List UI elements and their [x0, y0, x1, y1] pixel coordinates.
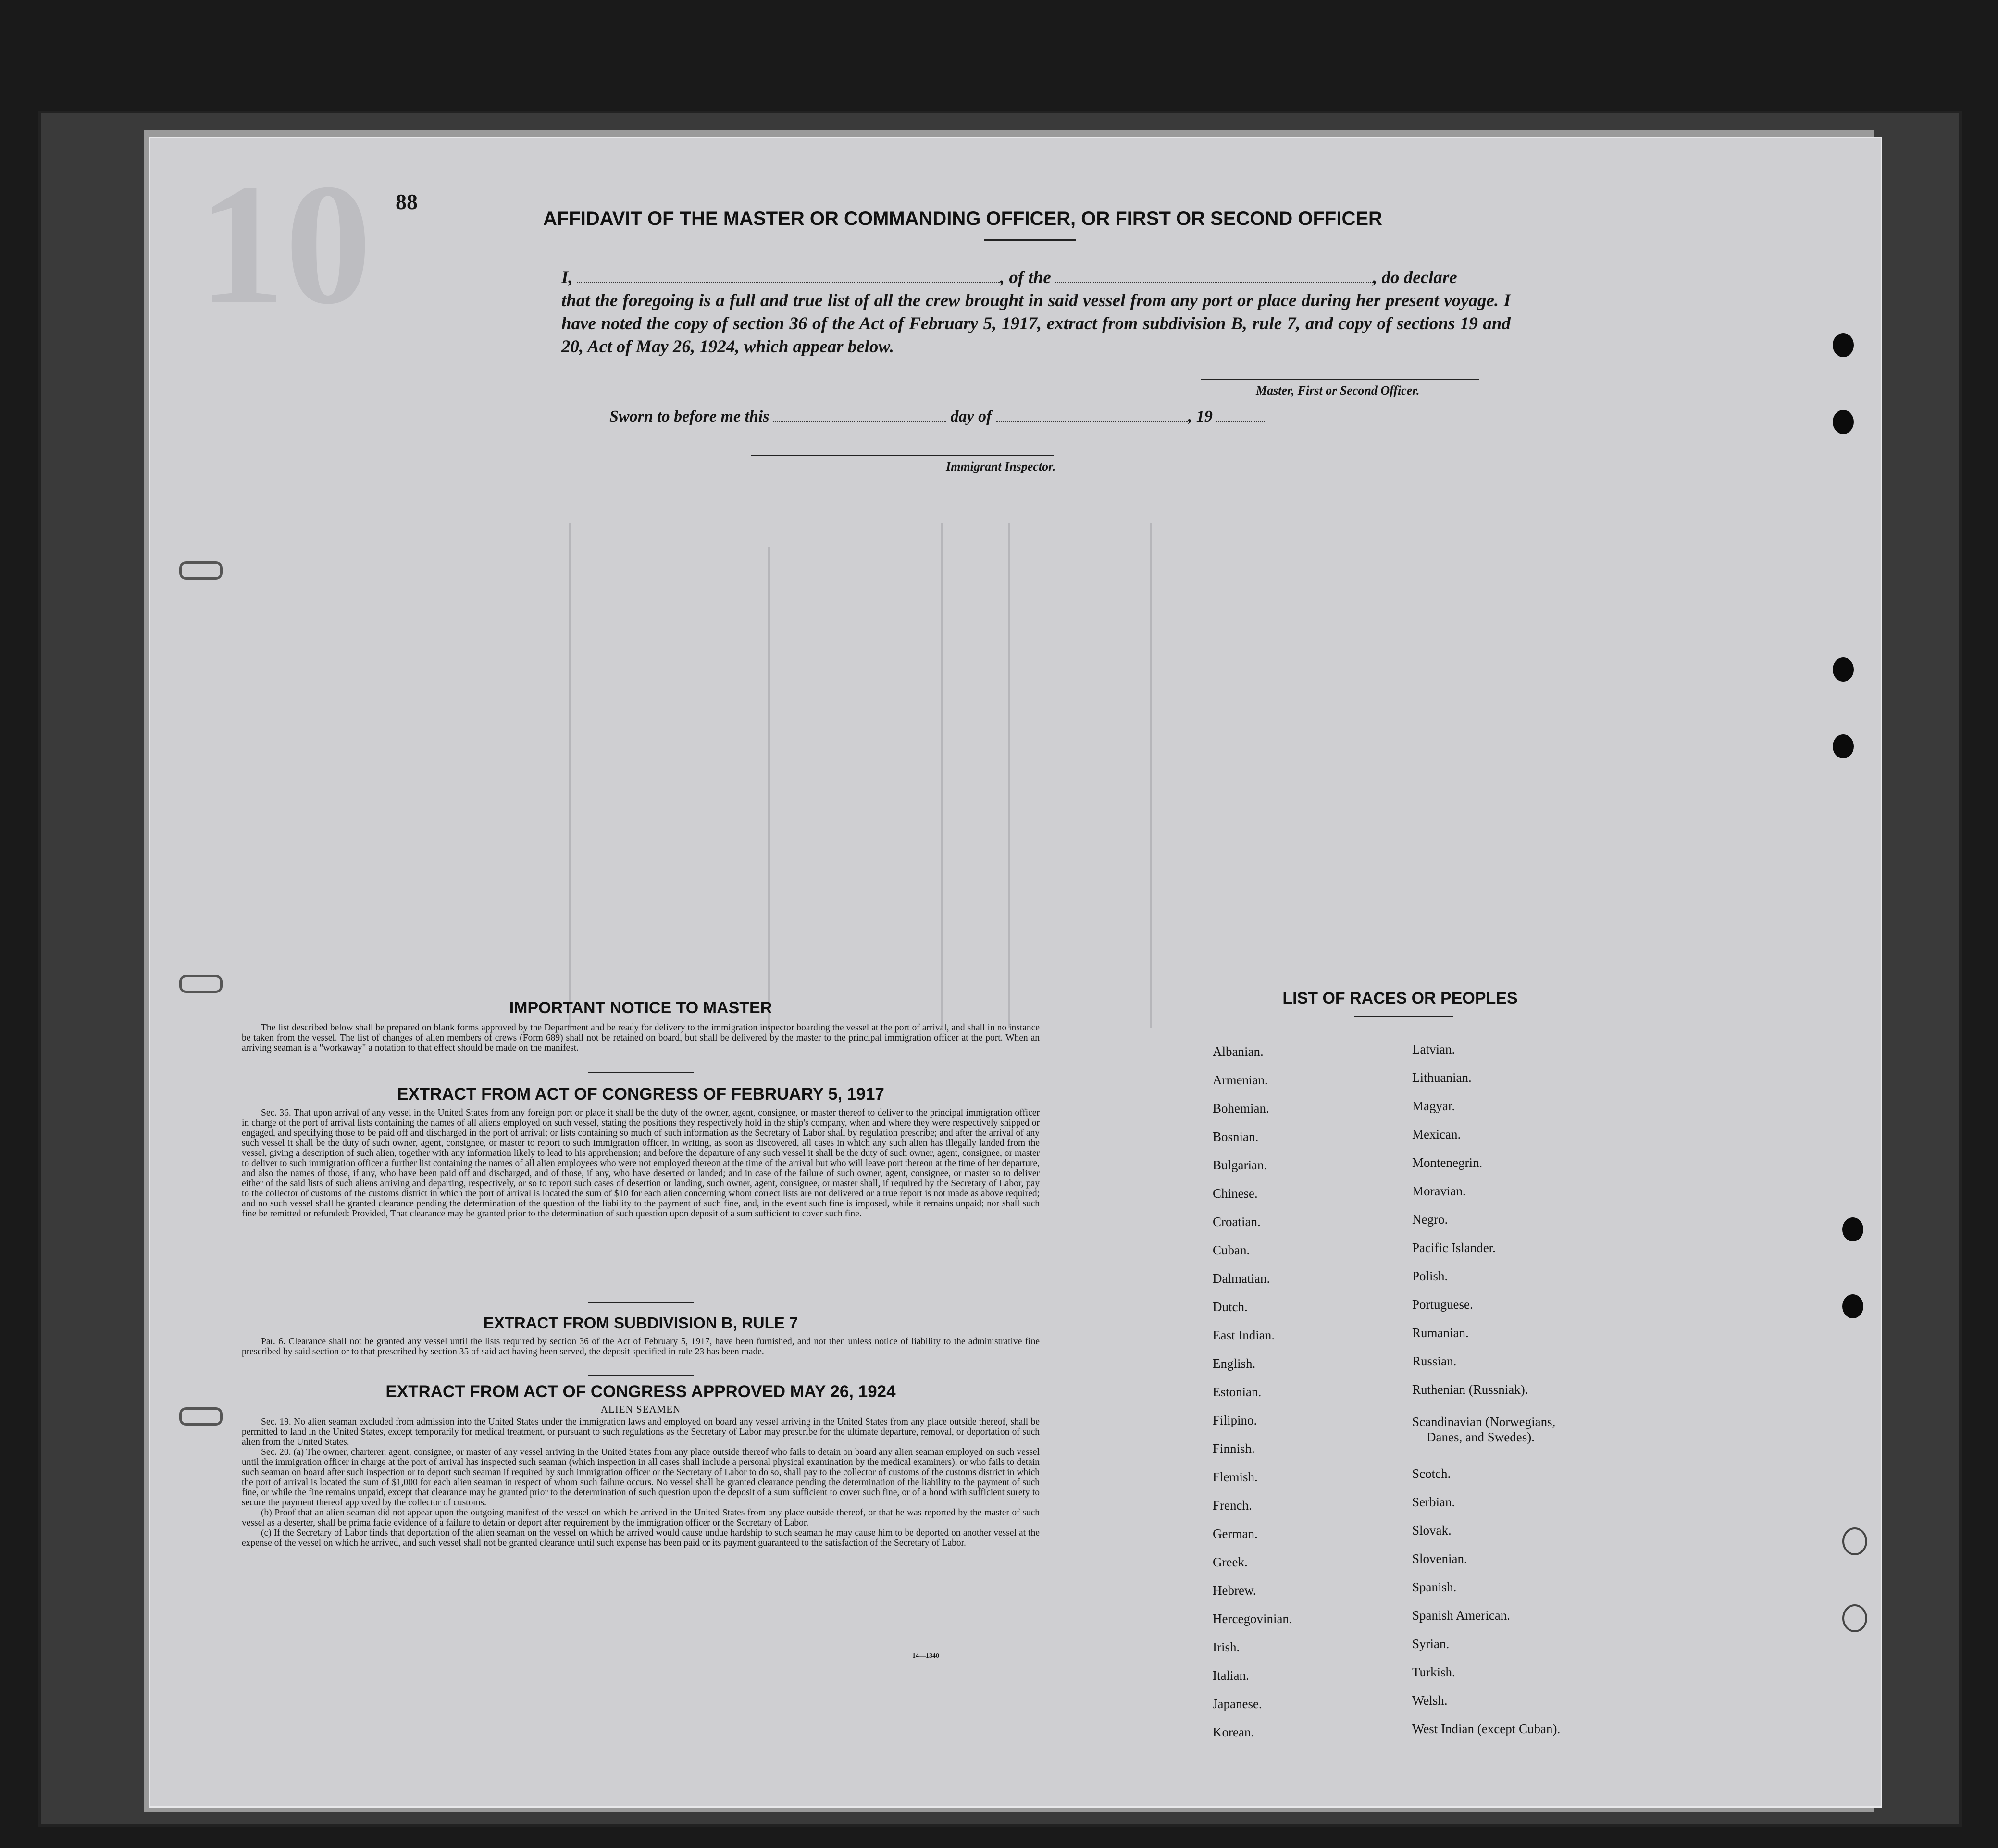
ghost-rule	[569, 523, 571, 1028]
inspector-signature-line[interactable]	[751, 455, 1054, 456]
act-1924-text	[242, 1417, 1040, 1548]
race-item: Spanish American.	[1412, 1608, 1510, 1623]
race-item: Flemish.	[1213, 1470, 1258, 1484]
punch-hole-ring	[1842, 1527, 1867, 1555]
binder-clip	[179, 561, 223, 580]
master-signature-label: Master, First or Second Officer.	[1256, 384, 1420, 397]
race-item: Chinese.	[1213, 1186, 1258, 1201]
race-item: Hebrew.	[1213, 1583, 1256, 1598]
race-item: Rumanian.	[1412, 1326, 1469, 1340]
sec19-paragraph: Sec. 19. No alien seaman excluded from admission into the United States under the immigration laws and employed on board any vessel arriving in the United States from any place outside thereof, shall be permitted to land in the United States, except temporarily for medical treatment, or pursuant to such regulations as the Secretary of Labor may prescribe for the ultimate departure, removal, or deportation of such alien from the United States.	[242, 1417, 1040, 1447]
race-item: Danes, and Swedes).	[1427, 1430, 1535, 1444]
punch-hole	[1842, 1294, 1863, 1318]
race-item: Japanese.	[1213, 1697, 1262, 1711]
sworn-dayof: day of	[950, 408, 992, 425]
affidavit-body: that the foregoing is a full and true list of all the crew brought in said vessel from any port or place during her present voyage. I have noted the copy of section 36 of the Act of February 5, 1917, extract from subdivision B, rule 7, and copy of sections 19 and 20, Act of May 26, 1924, which appear below.	[561, 291, 1511, 357]
punch-hole-ring	[1842, 1604, 1867, 1632]
affidavit-title: AFFIDAVIT OF THE MASTER OR COMMANDING OFFICER, OR FIRST OR SECOND OFFICER	[543, 208, 1382, 229]
race-item: Latvian.	[1412, 1042, 1455, 1056]
race-item: Irish.	[1213, 1640, 1240, 1654]
race-item: Turkish.	[1412, 1665, 1455, 1679]
race-item: Korean.	[1213, 1725, 1254, 1739]
race-item: Dutch.	[1213, 1300, 1248, 1314]
race-item: Ruthenian (Russniak).	[1412, 1382, 1528, 1397]
punch-hole	[1842, 1217, 1863, 1241]
race-item: French.	[1213, 1498, 1252, 1513]
ghost-rule	[768, 547, 770, 1028]
ghost-rule	[1150, 523, 1152, 1028]
race-item: Greek.	[1213, 1555, 1248, 1569]
notice-paragraph: The list described below shall be prepared on blank forms approved by the Department and be ready for delivery to the immigration inspector boarding the vessel at the port of arrival, and shall in no instance be taken from the vessel. The list of changes of alien members of crews (Form 689) shall not be retained on board, but shall be delivered by the master to the principal immigration officer at the port. When an arriving seaman is a "workaway" a notation to that effect should be made on the manifest.	[242, 1023, 1040, 1053]
affidavit-first-line	[561, 267, 1511, 288]
race-item: English.	[1213, 1356, 1256, 1371]
race-item: Slovak.	[1412, 1523, 1452, 1538]
master-signature-line[interactable]	[1201, 379, 1479, 380]
race-item: East Indian.	[1213, 1328, 1275, 1342]
act-1924-subtitle: ALIEN SEAMEN	[600, 1403, 681, 1415]
sworn-year: , 19	[1188, 408, 1213, 425]
section-rule	[588, 1072, 694, 1073]
sec20b-paragraph: (b) Proof that an alien seaman did not appear upon the outgoing manifest of the vessel on which he arrived in the United States from any place outside thereof, or that he was reported by the master of such vessel as a deserter, shall be prima facie evidence of a failure to detain or deport after requirement by the immigration officer or the Secretary of Labor.	[242, 1508, 1040, 1528]
punch-hole	[1833, 657, 1854, 682]
race-item: Albanian.	[1213, 1044, 1264, 1059]
rule7-paragraph: Par. 6. Clearance shall not be granted any vessel until the lists required by section 36 of the Act of February 5, 1917, have been furnished, and not then unless notice of liability to the administrative fine prescribed by said section or to that prescribed by section 35 of said act having been served, the deposit specified in rule 23 has been made.	[242, 1337, 1040, 1357]
vessel-name-blank[interactable]	[1055, 268, 1373, 283]
race-item: Syrian.	[1412, 1637, 1450, 1651]
sec20c-paragraph: (c) If the Secretary of Labor finds that deportation of the alien seaman on the vessel on which he arrived would cause undue hardship to such seaman he may cause him to be deported on another vessel at the expense of the vessel on which he arrived, and such vessel shall not be granted clearance until such expense has been paid or its payment guaranteed to the satisfaction of the Secretary of Labor.	[242, 1528, 1040, 1548]
race-item: Spanish.	[1412, 1580, 1457, 1594]
page-mark: 88	[396, 189, 418, 214]
aff-declare-label: , do declare	[1373, 268, 1457, 287]
race-item: Lithuanian.	[1412, 1070, 1472, 1085]
inspector-signature-label: Immigrant Inspector.	[946, 459, 1056, 473]
sworn-year-blank[interactable]	[1216, 406, 1265, 422]
race-item: Welsh.	[1412, 1693, 1448, 1708]
sec20a-paragraph: Sec. 20. (a) The owner, charterer, agent, consignee, or master of any vessel arriving in the United States from any place outside thereof who fails to detain on board any alien seaman employed on such vessel until the immigration officer in charge at the port of arrival has inspected such seaman (which inspection in all cases shall include a personal physical examination by the medical examiners), or who fails to detain such seaman on board after such inspection or to deport such seaman if required by such immigration officer or the Secretary of Labor to do so, shall pay to the collector of customs of the customs district in which the port of arrival is located the sum of $1,000 for each alien seaman in respect of whom such failure occurs. No vessel shall be granted clearance pending the determination of the liability to the payment of such fine, or while the fine remains unpaid, except that clearance may be granted prior to the determination of such question upon the deposit of a sum sufficient to cover such fine, or of a bond with sufficient surety to secure the payment thereof approved by the collector of customs.	[242, 1447, 1040, 1508]
ghost-rule	[941, 523, 943, 1028]
form-number: 14—1340	[912, 1652, 939, 1660]
race-item: Bulgarian.	[1213, 1158, 1267, 1172]
race-item: Armenian.	[1213, 1073, 1268, 1087]
act-1917-title: EXTRACT FROM ACT OF CONGRESS OF FEBRUARY 5, 1917	[397, 1085, 884, 1104]
race-item: Scotch.	[1412, 1466, 1451, 1481]
race-item: Polish.	[1412, 1269, 1448, 1283]
race-item: Italian.	[1213, 1668, 1249, 1683]
sworn-month-blank[interactable]	[996, 406, 1188, 422]
race-item: Moravian.	[1412, 1184, 1466, 1198]
act-1924-title: EXTRACT FROM ACT OF CONGRESS APPROVED MAY 26, 1924	[385, 1382, 896, 1401]
race-item: Bosnian.	[1213, 1129, 1259, 1144]
race-item: Russian.	[1412, 1354, 1457, 1368]
race-item: Negro.	[1412, 1212, 1448, 1227]
aff-of-the-label: , of the	[1000, 268, 1051, 287]
act-1917-text	[242, 1108, 1040, 1219]
punch-hole	[1833, 410, 1854, 434]
race-item: Dalmatian.	[1213, 1271, 1270, 1286]
sworn-line	[609, 406, 1265, 426]
section-rule	[588, 1375, 694, 1376]
races-title: LIST OF RACES OR PEOPLES	[1282, 989, 1518, 1007]
race-item: Slovenian.	[1412, 1551, 1467, 1566]
sworn-prefix: Sworn to before me this	[609, 408, 769, 425]
race-item: Hercegovinian.	[1213, 1612, 1292, 1626]
race-item: Bohemian.	[1213, 1101, 1269, 1116]
ghost-rule	[1008, 523, 1010, 1028]
races-title-underline	[1354, 1016, 1453, 1017]
aff-i-label: I,	[561, 268, 573, 287]
act-1917-paragraph: Sec. 36. That upon arrival of any vessel in the United States from any foreign port or place it shall be the duty of the owner, agent, consignee, or master thereof to deliver to the principal immigration officer in charge of the port of arrival lists containing the names of all aliens employed on such vessel, stating the positions they respectively hold in the ship's company, when and where they were respectively shipped or engaged, and specifying those to be paid off and discharged in the port of arrival; or lists containing so much of such information as the Secretary of Labor shall by regulation prescribe; and after the arrival of any such vessel it shall be the duty of such owner, agent, consignee, or master to report to such immigration officer, in writing, as soon as discovered, all cases in which any such alien has illegally landed from the vessel, giving a description of such alien, together with any information likely to lead to his apprehension; and before the departure of any such vessel it shall be the duty of such owner, agent, consignee, or master to deliver to such immigration officer a further list containing the names of all alien employees who were not employed thereon at the time of the arrival but who will leave port thereon at the time of her departure, and also the names of those, if any, who have been paid off and discharged, and of those, if any, who have deserted or landed; and in case of the failure of such owner, agent, consignee, or master so to deliver either of the said lists of such aliens arriving and departing, respectively, or so to report such cases of desertion or landing, such owner, agent, consignee, or master shall, if required by the Secretary of Labor, pay to the collector of customs of the customs district in which the port of arrival is located the sum of $10 for each alien concerning whom correct lists are not delivered or a true report is not made as above required; and no such vessel shall be granted clearance pending the determination of the question of the liability to the payment of such fine, and, in the event such fine is imposed, while it remains unpaid; nor shall such fine be remitted or refunded: Provided, That clearance may be granted prior to the determination of such question upon deposit of a sum sufficient to cover such fine.	[242, 1108, 1040, 1219]
race-item: Cuban.	[1213, 1243, 1250, 1257]
notice-title: IMPORTANT NOTICE TO MASTER	[509, 999, 772, 1017]
race-item: Mexican.	[1412, 1127, 1461, 1141]
form-sheet	[149, 137, 1882, 1808]
rule7-title: EXTRACT FROM SUBDIVISION B, RULE 7	[483, 1314, 798, 1332]
race-item: West Indian (except Cuban).	[1412, 1722, 1561, 1736]
section-rule	[588, 1302, 694, 1303]
race-item: Scandinavian (Norwegians,	[1412, 1414, 1556, 1429]
race-item: Montenegrin.	[1412, 1155, 1483, 1170]
title-underline	[984, 239, 1076, 241]
race-item: Portuguese.	[1412, 1297, 1473, 1312]
rule7-text	[242, 1337, 1040, 1357]
race-item: Finnish.	[1213, 1441, 1255, 1456]
race-item: Pacific Islander.	[1412, 1240, 1496, 1255]
binder-clip	[179, 975, 223, 993]
race-item: Filipino.	[1213, 1413, 1257, 1427]
punch-hole	[1833, 333, 1854, 357]
sworn-day-blank[interactable]	[773, 406, 946, 422]
bleed-through-number: 10	[199, 148, 372, 340]
binder-clip	[179, 1407, 223, 1426]
race-item: Serbian.	[1412, 1495, 1455, 1509]
race-item: German.	[1213, 1526, 1258, 1541]
notice-text	[242, 1023, 1040, 1053]
race-item: Estonian.	[1213, 1385, 1262, 1399]
race-item: Magyar.	[1412, 1099, 1455, 1113]
race-item: Croatian.	[1213, 1215, 1261, 1229]
officer-name-blank[interactable]	[577, 268, 1000, 283]
punch-hole	[1833, 734, 1854, 758]
